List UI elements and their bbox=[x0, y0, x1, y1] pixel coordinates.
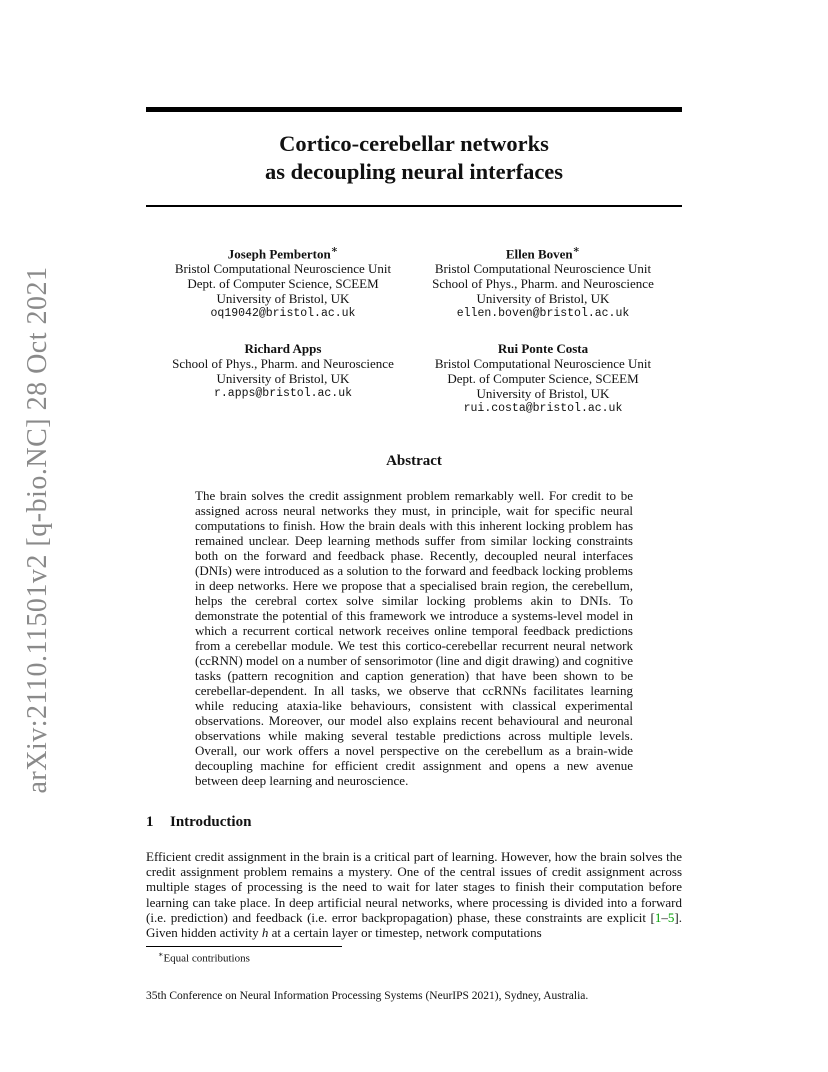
conference-footer: 35th Conference on Neural Information Processing Systems (NeurIPS 2021), Sydney, Australia. bbox=[146, 990, 589, 1002]
affiliation-line: University of Bristol, UK bbox=[216, 291, 350, 307]
affiliation-line: School of Phys., Pharm. and Neuroscience bbox=[432, 276, 654, 292]
affiliation-line: School of Phys., Pharm. and Neuroscience bbox=[172, 356, 394, 371]
author-email[interactable]: oq19042@bristol.ac.uk bbox=[210, 307, 356, 321]
affiliation-line: University of Bristol, UK bbox=[476, 386, 610, 401]
author-name: Richard Apps bbox=[244, 341, 322, 356]
citation-link[interactable]: 1 bbox=[654, 909, 662, 925]
section-title: Introduction bbox=[170, 814, 252, 830]
footnote-mark: ∗ bbox=[158, 950, 164, 959]
footnote-rule bbox=[146, 946, 342, 947]
author-block bbox=[148, 243, 418, 321]
affiliation-line: Bristol Computational Neuroscience Unit bbox=[434, 356, 652, 371]
footnote bbox=[158, 950, 250, 965]
paper-title bbox=[146, 130, 682, 186]
affiliation-line: Bristol Computational Neuroscience Unit bbox=[434, 261, 652, 277]
author-name: Ellen Boven bbox=[505, 246, 573, 262]
title-top-rule bbox=[146, 107, 682, 112]
section-heading-introduction bbox=[146, 814, 251, 831]
affiliation-line: Dept. of Computer Science, SCEEM bbox=[187, 276, 379, 292]
title-bottom-rule bbox=[146, 205, 682, 207]
affiliation-line: Bristol Computational Neuroscience Unit bbox=[174, 261, 392, 277]
author-email[interactable]: r.apps@bristol.ac.uk bbox=[213, 387, 353, 400]
citation-separator: – bbox=[661, 909, 668, 925]
affiliation-line: University of Bristol, UK bbox=[216, 371, 350, 386]
author-name: Rui Ponte Costa bbox=[497, 341, 589, 356]
citation-link[interactable]: 5 bbox=[667, 909, 675, 925]
intro-text-part: at a certain layer or timestep, network computations bbox=[268, 925, 542, 941]
section-number: 1 bbox=[146, 814, 154, 830]
title-line-2: as decoupling neural interfaces bbox=[264, 159, 564, 184]
math-variable: h bbox=[261, 925, 269, 941]
title-line-1: Cortico-cerebellar networks bbox=[279, 131, 549, 156]
author-email[interactable]: rui.costa@bristol.ac.uk bbox=[463, 402, 623, 415]
affiliation-line: University of Bristol, UK bbox=[476, 291, 610, 307]
introduction-text bbox=[146, 849, 682, 940]
author-block bbox=[408, 341, 678, 416]
intro-text-part: ]. Given hidden activity bbox=[146, 909, 682, 941]
abstract-heading: Abstract bbox=[386, 453, 442, 469]
arxiv-identifier: arXiv:2110.11501v2 [q-bio.NC] 28 Oct 2021 bbox=[22, 266, 53, 794]
author-mark: ∗ bbox=[572, 244, 581, 256]
author-email[interactable]: ellen.boven@bristol.ac.uk bbox=[456, 307, 630, 321]
arxiv-sidebar bbox=[16, 0, 60, 1072]
author-block bbox=[148, 341, 418, 401]
intro-text-part: Efficient credit assignment in the brain is a critical part of learning. However, how the brain solves the credit assignment problem remains a mystery. One of the central issues of credit assignment across multiple stages of processing is the need to wait for later stages to finish their computation before learning can take place. In deep artificial neural networks, where processing is divided into a forward (i.e. prediction) and feedback (i.e. error backpropagation) phase, these constraints are explicit [ bbox=[146, 849, 682, 925]
abstract-text: The brain solves the credit assignment problem remarkably well. For credit to be assigned across neural networks they must, in principle, wait for specific neural computations to finish. How the brain deals with this inherent locking problem has remained unclear. Deep learning methods suffer from similar locking constraints both on the forward and feedback phase. Recently, decoupled neural interfaces (DNIs) were introduced as a solution to the forward and feedback locking problems in deep networks. Here we propose that a specialised brain region, the cerebellum, helps the cerebral cortex solve similar locking problems akin to DNIs. To demonstrate the potential of this framework we introduce a systems-level model in which a recurrent cortical network receives online temporal feedback predictions from a cerebellar module. We test this cortico-cerebellar recurrent neural network (ccRNN) model on a number of sensorimotor (line and digit drawing) and cognitive tasks (pattern recognition and caption generation) that have been shown to be cerebellar-dependent. In all tasks, we observe that ccRNNs facilitates learning while reducing ataxia-like behaviours, consistent with classical experimental observations. Moreover, our model also explains recent behavioural and neuronal observations while making several testable predictions across multiple levels. Overall, our work offers a novel perspective on the cerebellum as a brain-wide decoupling machine for efficient credit assignment and opens a new avenue between deep learning and neuroscience. bbox=[195, 488, 633, 788]
footnote-text: Equal contributions bbox=[163, 952, 250, 965]
affiliation-line: Dept. of Computer Science, SCEEM bbox=[447, 371, 639, 386]
author-name: Joseph Pemberton bbox=[227, 246, 331, 262]
author-mark: ∗ bbox=[330, 244, 339, 256]
author-block bbox=[408, 243, 678, 321]
